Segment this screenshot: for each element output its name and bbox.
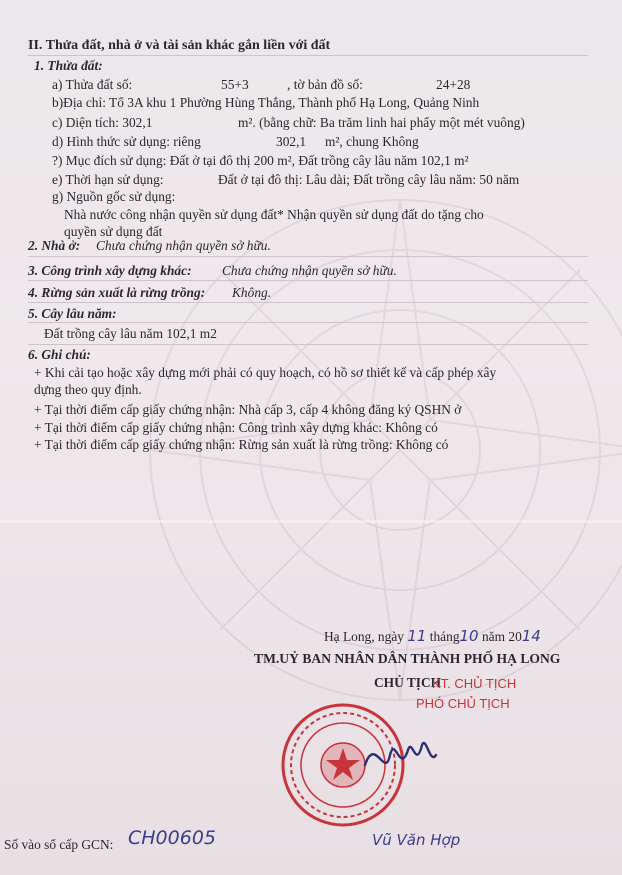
usage-purpose: ?) Mục đích sử dụng: Đất ở tại đô thị 200 m², Đất trồng cây lâu năm 102,1 m²: [52, 153, 469, 168]
land-heading: 1. Thửa đất:: [34, 58, 103, 73]
note-2: + Tại thời điểm cấp giấy chứng nhận: Nhà cấp 3, cấp 4 không đăng ký QSHN ở: [34, 402, 462, 417]
paper-fold: [0, 520, 622, 523]
perennial-value: Đất trồng cây lâu năm 102,1 m2: [44, 326, 217, 341]
address-line: b)Địa chỉ: Tổ 3A khu 1 Phường Hùng Thắng, Thành phố Hạ Long, Quảng Ninh: [52, 95, 480, 110]
usage-form-label: d) Hình thức sử dụng: riêng: [52, 134, 201, 149]
construction-value: Chưa chứng nhận quyền sở hữu.: [222, 263, 397, 278]
forest-heading: 4. Rừng sản xuất là rừng trồng:: [28, 285, 206, 300]
origin-line-1: Nhà nước công nhận quyền sử dụng đất* Nhận quyền sử dụng đất do tặng cho: [64, 207, 484, 222]
usage-term-label: e) Thời hạn sử dụng:: [52, 172, 164, 187]
sign-place: Hạ Long, ngày: [324, 629, 404, 644]
divider: [28, 302, 588, 303]
handwritten-signature: [360, 725, 440, 785]
note-3: + Tại thời điểm cấp giấy chứng nhận: Công trình xây dựng khác: Không có: [34, 420, 438, 435]
authority-title: TM.UỶ BAN NHÂN DÂN THÀNH PHỐ HẠ LONG: [254, 651, 561, 666]
parcel-number-label: a) Thửa đất số:: [52, 77, 133, 92]
note-4: + Tại thời điểm cấp giấy chứng nhận: Rừng sản xuất là rừng trồng: Không có: [34, 437, 449, 452]
usage-form-shared: m², chung Không: [325, 134, 419, 149]
section-title: II. Thửa đất, nhà ở và tài sản khác gắn liền với đất: [28, 38, 331, 53]
sign-month: 10: [459, 627, 479, 645]
stamp-deputy-chairman: PHÓ CHỦ TỊCH: [416, 696, 510, 711]
sign-year: 14: [521, 627, 541, 645]
map-sheet-label: , tờ bản đồ số:: [287, 77, 363, 92]
origin-label: g) Nguồn gốc sử dụng:: [52, 189, 176, 204]
map-sheet-value: 24+28: [436, 77, 471, 92]
notes-heading: 6. Ghi chú:: [28, 347, 91, 362]
area-label: c) Diện tích: 302,1: [52, 115, 153, 130]
construction-heading: 3. Công trình xây dựng khác:: [28, 263, 192, 278]
register-number: CH00605: [128, 827, 216, 849]
register-label: Số vào sổ cấp GCN:: [4, 837, 114, 852]
note-1a: + Khi cải tạo hoặc xây dựng mới phải có quy hoạch, có hồ sơ thiết kế và cấp phép xây: [34, 365, 497, 380]
house-heading: 2. Nhà ở:: [28, 238, 81, 253]
usage-term-value: Đất ở tại đô thị: Lâu dài; Đất trồng cây lâu năm: 50 năm: [218, 172, 520, 187]
house-value: Chưa chứng nhận quyền sở hữu.: [96, 238, 271, 253]
parcel-number-value: 55+3: [221, 77, 249, 92]
sign-place-date: [324, 628, 541, 645]
perennial-heading: 5. Cây lâu năm:: [28, 306, 117, 321]
signer-name: Vũ Văn Hợp: [372, 831, 461, 849]
divider: [28, 322, 588, 323]
origin-line-2: quyền sử dụng đất: [64, 224, 163, 239]
chairman-title: CHỦ TỊCH: [374, 675, 442, 690]
area-in-words: m². (bằng chữ: Ba trăm linh hai phẩy một mét vuông): [238, 115, 525, 130]
divider: [28, 280, 588, 281]
forest-value: Không.: [232, 285, 272, 300]
sign-year-label: năm 20: [481, 629, 522, 644]
sign-day: 11: [407, 627, 427, 645]
divider: [28, 256, 588, 257]
divider: [28, 344, 588, 345]
usage-form-value: 302,1: [276, 134, 307, 149]
stamp-kt-chairman: KT. CHỦ TỊCH: [432, 676, 517, 691]
note-1b: dựng theo quy định.: [34, 382, 142, 397]
divider: [28, 55, 588, 56]
sign-month-label: tháng: [429, 629, 460, 644]
